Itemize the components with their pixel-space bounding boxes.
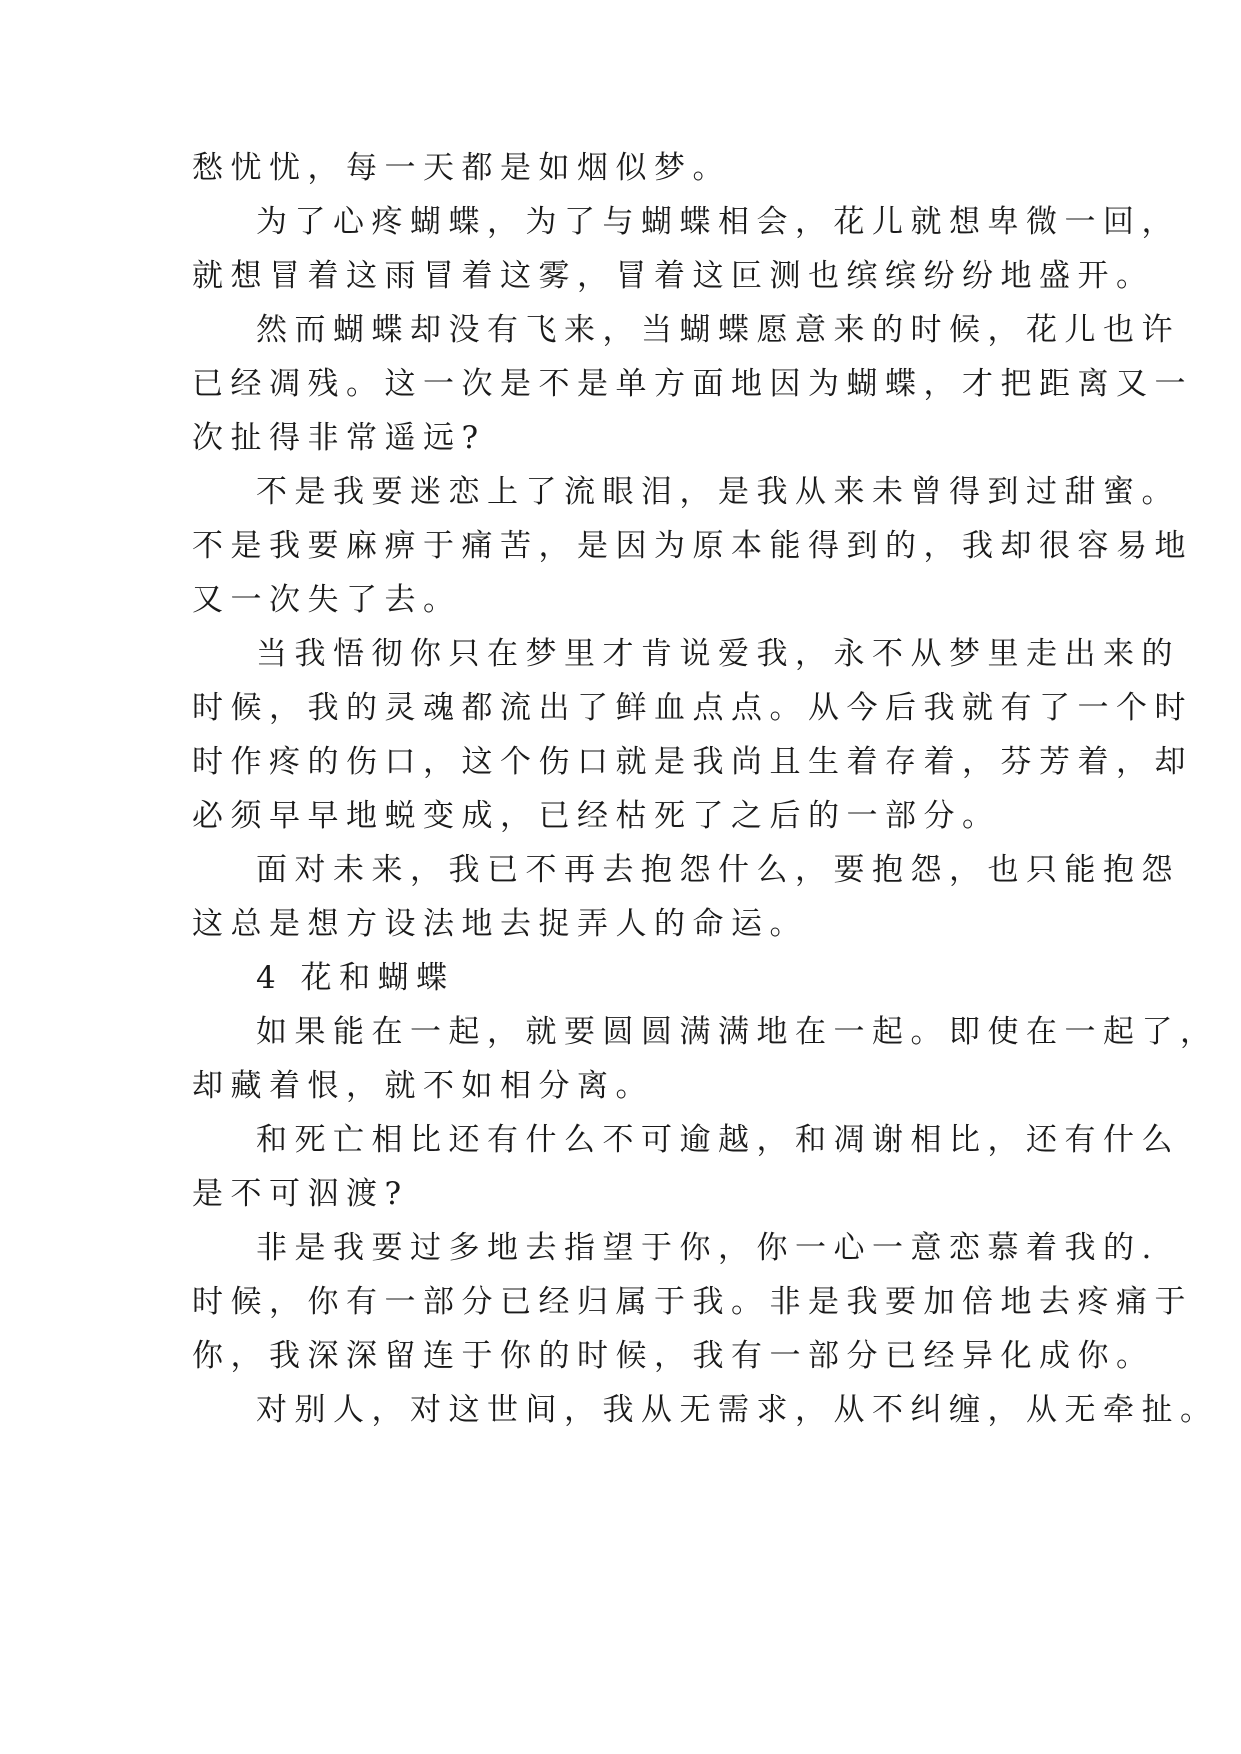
- text-line: 就想冒着这雨冒着这雾，冒着这叵测也缤缤纷纷地盛开。: [192, 258, 1155, 294]
- text-line: 非是我要过多地去指望于你，你一心一意恋慕着我的.: [256, 1230, 1159, 1266]
- text-line: 如果能在一起，就要圆圆满满地在一起。即使在一起了，: [256, 1014, 1219, 1050]
- text-line: 当我悟彻你只在梦里才肯说爱我，永不从梦里走出来的: [256, 636, 1180, 672]
- text-line: 必须早早地蜕变成，已经枯死了之后的一部分。: [192, 798, 1001, 834]
- text-line: 时候，我的灵魂都流出了鲜血点点。从今后我就有了一个时: [192, 690, 1193, 726]
- text-line: 时作疼的伤口，这个伤口就是我尚且生着存着，芬芳着，却: [192, 744, 1193, 780]
- section-heading: 4 花和蝴蝶: [256, 960, 455, 996]
- text-line: 已经凋残。这一次是不是单方面地因为蝴蝶，才把距离又一: [192, 366, 1193, 402]
- text-line: 面对未来，我已不再去抱怨什么，要抱怨，也只能抱怨: [256, 852, 1180, 888]
- text-line: 你，我深深留连于你的时候，我有一部分已经异化成你。: [192, 1338, 1155, 1374]
- text-line: 然而蝴蝶却没有飞来，当蝴蝶愿意来的时候，花儿也许: [256, 312, 1180, 348]
- text-line: 是不可泅渡?: [192, 1176, 409, 1212]
- text-line: 又一次失了去。: [192, 582, 462, 618]
- text-line: 这总是想方设法地去捉弄人的命运。: [192, 906, 808, 942]
- text-line: 愁忧忧，每一天都是如烟似梦。: [192, 150, 731, 186]
- text-line: 次扯得非常遥远?: [192, 420, 486, 456]
- text-line: 和死亡相比还有什么不可逾越，和凋谢相比，还有什么: [256, 1122, 1180, 1158]
- text-line: 不是我要迷恋上了流眼泪，是我从来未曾得到过甜蜜。: [256, 474, 1180, 510]
- text-line: 时候，你有一部分已经归属于我。非是我要加倍地去疼痛于: [192, 1284, 1193, 1320]
- text-line: 对别人，对这世间，我从无需求，从不纠缠，从无牵扯。: [256, 1392, 1219, 1428]
- text-line: 不是我要麻痹于痛苦，是因为原本能得到的，我却很容易地: [192, 528, 1193, 564]
- text-line: 为了心疼蝴蝶，为了与蝴蝶相会，花儿就想卑微一回，: [256, 204, 1180, 240]
- text-line: 却藏着恨，就不如相分离。: [192, 1068, 654, 1104]
